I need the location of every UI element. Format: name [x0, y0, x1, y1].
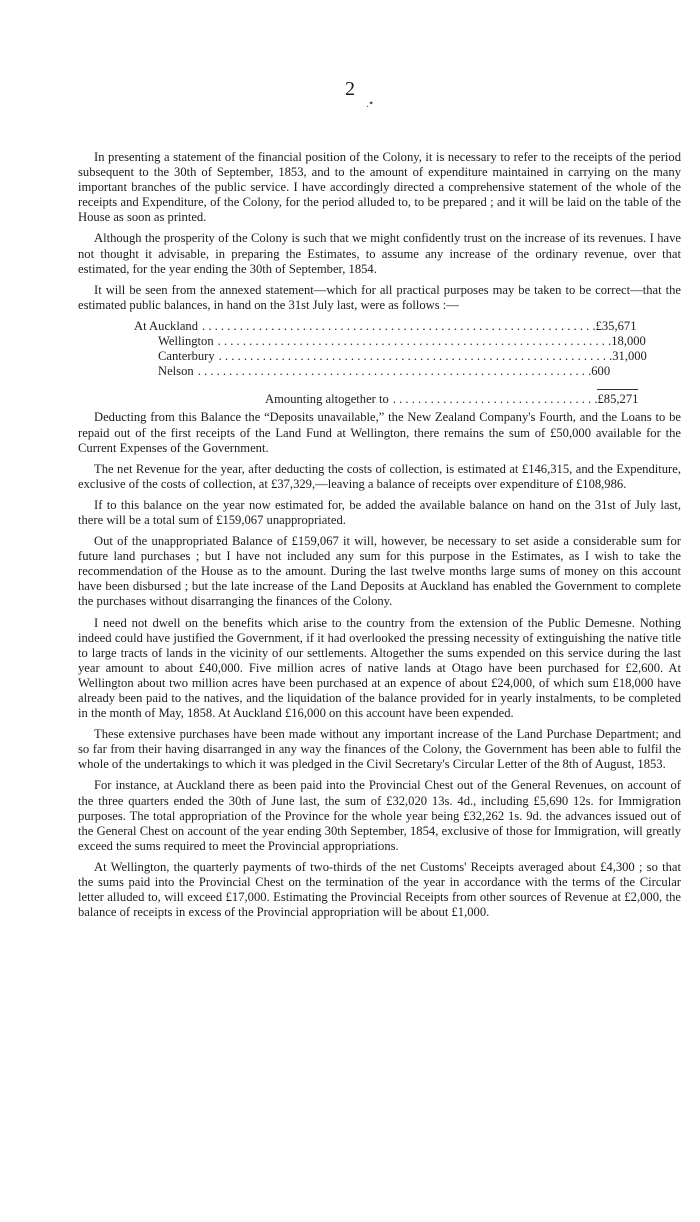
balance-row: [78, 334, 681, 349]
leader-dots: . . . . . . . . . . . . . . . . . . . . . . . . . . . . . . . . .: [392, 392, 598, 407]
balance-total-row: [78, 389, 681, 407]
paragraph-auckland-chest: For instance, at Auckland there as been paid into the Provincial Chest out of the General Revenues, on account of the three quarters ended the 30th of June last, the sum of £32,020 13s. 4d., including £5,690 12s. for Immigration purposes. The total appropriation of the Province for the whole year being £32,262 1s. 9d. the advances issued out of the General Chest on account of the year ending 30th September, 1854, exclusive of those for Immigration, will greatly exceed the sums required to meet the Provincial appropriations.: [78, 778, 681, 853]
balance-row: [78, 364, 681, 379]
leader-dots: . . . . . . . . . . . . . . . . . . . . . . . . . . . . . . . . . . . . . . . . . . . . . . . . . . . . . . . . . . . . . . .: [218, 349, 613, 364]
paragraph-public-demesne: I need not dwell on the benefits which arise to the country from the extension of the Public Demesne. Nothing indeed could have justified the Government, if it had overlooked the pressing necessity of extinguishing the native title to large tracts of lands in the vicinity of our settlements. Altogether the sums expended on this service during the last year amount to about £40,000. Five million acres of native lands at Otago have been purchased for £2,600. At Wellington about two million acres have been purchased at an expence of about £24,000, of which sum £18,000 have already been paid to the natives, and the liquidation of the balance provided for in yearly instalments, to be completed in the month of May, 1858. At Auckland £16,000 on this account have been expended.: [78, 615, 681, 721]
paragraph-net-revenue: The net Revenue for the year, after deducting the costs of collection, is estimated at £146,315, and the Expenditure, exclusive of the costs of collection, at £37,329,—leaving a balance of receipts over expenditure of £108,986.: [78, 461, 681, 491]
balance-total-value: £85,271: [597, 389, 638, 407]
paragraph-financial-position: In presenting a statement of the financial position of the Colony, it is necessary to refer to the receipts of the period subsequent to the 30th of September, 1853, and to the amount of expenditure maintained in carrying on the many important branches of the public service. I have accordingly directed a comprehensive statement of the whole of the receipts and Expenditure, of the Colony, for the period alluded to, to be prepared ; and it will be laid on the table of the House as soon as printed.: [78, 150, 681, 225]
page-number: 2: [345, 78, 355, 100]
balance-name: Nelson: [158, 364, 194, 379]
leader-dots: . . . . . . . . . . . . . . . . . . . . . . . . . . . . . . . . . . . . . . . . . . . . . . . . . . . . . . . . . . . . . . .: [202, 318, 596, 333]
balance-value: £35,671: [595, 318, 637, 333]
paragraph-land-purchases: Out of the unappropriated Balance of £159,067 it will, however, be necessary to set aside a considerable sum for future land purchases ; but I have not included any sum for this purpose in the Estimates, as I wish to take the recommendation of the House as to the amount. During the last twelve months large sums of money on this account have been disbursed ; but the late increase of the Land Deposits at Auckland has enabled the Government to complete the purchases without disarranging the finances of the Colony.: [78, 534, 681, 609]
balance-total-label: Amounting altogether to: [265, 392, 389, 407]
paragraph-prosperity: Although the prosperity of the Colony is such that we might confidently trust on the increase of its revenues. I have not thought it advisable, in preparing the Estimates, to assume any increase of the ordinary revenue, over that estimated, for the year ending the 30th of September, 1854.: [78, 231, 681, 276]
paragraph-unappropriated-total: If to this balance on the year now estimated for, be added the available balance on hand on the 31st of July last, there will be a total sum of £159,067 unappropriated.: [78, 497, 681, 527]
balance-name: At Auckland: [134, 318, 199, 333]
paragraph-annexed-statement: It will be seen from the annexed statement—which for all practical purposes may be taken to be correct—that the estimated public balances, in hand on the 31st July last, were as follows :—: [78, 282, 681, 312]
document-body: [78, 150, 681, 926]
balance-row: [78, 319, 681, 334]
balance-name: Canterbury: [158, 349, 215, 364]
balance-name: Wellington: [158, 334, 214, 349]
balances-table: [78, 318, 681, 407]
balance-row: [78, 349, 681, 364]
balance-value: 31,000: [612, 349, 647, 364]
paragraph-wellington-customs: At Wellington, the quarterly payments of two-thirds of the net Customs' Receipts averaged about £4,300 ; so that the sums paid into the Provincial Chest on the termination of the year in accordance with the terms of the Circular letter alluded to, will exceed £17,000. Estimating the Provincial Receipts from other sources of Revenue at £2,000, the balance of receipts in excess of the Provincial appropriation will be about £1,000.: [78, 859, 681, 920]
leader-dots: . . . . . . . . . . . . . . . . . . . . . . . . . . . . . . . . . . . . . . . . . . . . . . . . . . . . . . . . . . . . . . .: [197, 364, 592, 379]
page-mark: .•: [366, 96, 374, 110]
leader-dots: . . . . . . . . . . . . . . . . . . . . . . . . . . . . . . . . . . . . . . . . . . . . . . . . . . . . . . . . . . . . . . .: [217, 334, 612, 349]
paragraph-land-purchase-department: These extensive purchases have been made without any important increase of the Land Purchase Department; and so far from their having disarranged in any way the finances of the Colony, the Government has been able to fulfil the whole of the undertakings to which it was pledged in the Civil Secretary's Circular Letter of the 8th of August, 1853.: [78, 727, 681, 772]
paragraph-deducting: Deducting from this Balance the “Deposits unavailable,” the New Zealand Company's Fourth, and the Loans to be repaid out of the first receipts of the Land Fund at Wellington, there remains the sum of £50,000 available for the Current Expenses of the Government.: [78, 410, 681, 455]
balance-value: 600: [591, 364, 611, 379]
balance-value: 18,000: [611, 334, 646, 349]
